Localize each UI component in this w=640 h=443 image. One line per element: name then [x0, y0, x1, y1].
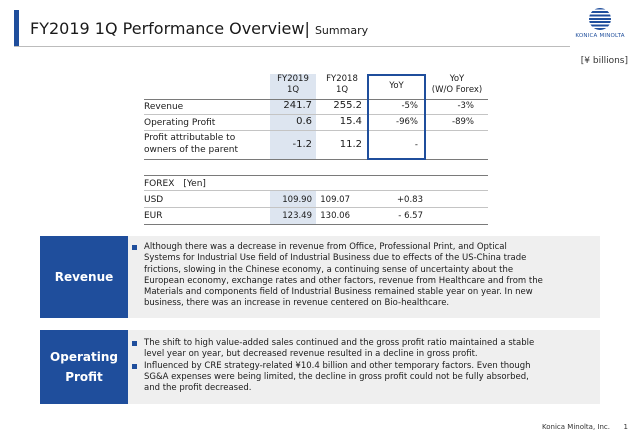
page-number: 1	[623, 423, 628, 431]
table-bottom-rule	[144, 159, 488, 160]
bullet-square-icon	[132, 364, 137, 369]
forex-header: FOREX [Yen]	[144, 179, 206, 189]
forex-usd-diff: +0.83	[396, 195, 423, 205]
col-header-fy2019	[270, 74, 316, 96]
company-logo	[574, 8, 626, 52]
forex-top-rule	[144, 175, 488, 176]
forex-usd-fy2018: 109.07	[320, 195, 350, 205]
operating-profit-panel	[40, 330, 600, 404]
revenue-text-line: European economy, exchange rates and other factors, revenue from Healthcare and from the	[144, 275, 543, 286]
col-header-yoy2-line2: (W/O Forex)	[431, 85, 483, 95]
col-header-yoy-wo-forex	[428, 74, 486, 96]
revenue-text-line: Systems for Industrial Use field of Industrial Business due to effects of the US-China trade	[144, 253, 527, 264]
yoy-highlight-box	[367, 74, 426, 160]
revenue-text-line: business, there was an increase in revenue centered on Bio-healthcare.	[144, 298, 450, 309]
cell-pat-yoy: -	[414, 140, 418, 150]
page-title-main: FY2019 1Q Performance Overview	[30, 19, 305, 38]
col-header-fy2018	[318, 74, 366, 96]
page-subtitle: Summary	[314, 24, 369, 37]
operating-profit-bullet-2	[132, 361, 592, 395]
col-header-fy2019-line1: FY2019	[277, 74, 309, 84]
col-header-yoy2-line1: YoY	[449, 74, 465, 84]
table-row-rule	[144, 130, 488, 131]
row-label-operating-profit: Operating Profit	[144, 118, 216, 128]
forex-bottom-rule	[144, 224, 488, 225]
op-text-line: Influenced by CRE strategy-related ¥10.4 billion and other temporary factors. Even though	[144, 360, 531, 371]
revenue-panel-body	[132, 242, 592, 310]
revenue-panel	[40, 236, 600, 318]
row-label-profit-attributable-line1: Profit attributable to	[144, 133, 236, 143]
cell-op-yoy-wo-forex: -89%	[452, 117, 474, 127]
operating-profit-tag-line1: Operating	[50, 350, 118, 364]
op-text-line: and the profit decreased.	[144, 383, 252, 394]
cell-revenue-fy2018: 255.2	[333, 100, 362, 111]
row-label-profit-attributable-line2: owners of the parent	[144, 145, 239, 155]
op-text-line: SG&A expenses were being limited, the decline in gross profit could not be fully absorbed,	[144, 371, 529, 382]
title-divider	[14, 46, 570, 47]
forex-eur-fy2019: 123.49	[282, 211, 312, 221]
cell-revenue-yoy: -5%	[401, 101, 418, 111]
cell-revenue-yoy-wo-forex: -3%	[457, 101, 474, 111]
revenue-text-line: Materials and components field of Industrial Business remained stable year on year. In new	[144, 287, 533, 298]
cell-op-yoy: -96%	[396, 117, 418, 127]
operating-profit-tag-line2: Profit	[65, 370, 103, 384]
revenue-text-line: frictions, slowing in the Chinese economy, a continuing sense of uncertainty about the	[144, 264, 514, 275]
table-header-rule	[144, 99, 488, 100]
unit-label: [¥ billions]	[580, 56, 628, 66]
forex-eur-diff: - 6.57	[398, 211, 423, 221]
revenue-bullet	[132, 242, 592, 310]
title-bar	[14, 10, 554, 48]
globe-logo-icon	[589, 8, 611, 30]
operating-profit-panel-body	[132, 338, 592, 394]
forex-eur-fy2018: 130.06	[320, 211, 350, 221]
forex-header-rule	[144, 190, 488, 191]
revenue-text-line: Although there was a decrease in revenue from Office, Professional Print, and Optical	[144, 242, 507, 252]
cell-pat-fy2018: 11.2	[339, 139, 362, 150]
operating-profit-bullet-1	[132, 338, 592, 361]
col-header-yoy-line1: YoY	[389, 81, 404, 91]
page-title	[30, 19, 368, 38]
col-header-fy2018-line1: FY2018	[326, 74, 358, 84]
forex-label-usd: USD	[144, 195, 164, 205]
operating-profit-panel-tag	[40, 330, 128, 404]
logo-wordmark: KONICA MINOLTA	[575, 33, 625, 39]
col-header-fy2019-line2: 1Q	[286, 85, 300, 95]
row-label-revenue: Revenue	[144, 102, 184, 112]
cell-pat-fy2019: -1.2	[292, 139, 312, 150]
op-text-line: The shift to high value-added sales continued and the gross profit ratio maintained a stable	[144, 338, 535, 348]
table-row-rule	[144, 114, 488, 115]
cell-revenue-fy2019: 241.7	[283, 100, 312, 111]
bullet-square-icon	[132, 245, 137, 250]
forex-label-eur: EUR	[144, 211, 163, 221]
forex-row-rule	[144, 207, 488, 208]
forex-usd-fy2019: 109.90	[282, 195, 312, 205]
title-separator: |	[304, 19, 310, 38]
cell-op-fy2018: 15.4	[339, 116, 362, 127]
col-header-fy2018-line2: 1Q	[335, 85, 349, 95]
cell-op-fy2019: 0.6	[296, 116, 312, 127]
revenue-panel-tag: Revenue	[40, 236, 128, 318]
footer-company: Konica Minolta, Inc.	[542, 423, 610, 431]
op-text-line: level year on year, but decreased revenue resulted in a decline in gross profit.	[144, 349, 478, 360]
row-label-profit-attributable	[144, 132, 238, 156]
title-accent-bar	[14, 10, 19, 46]
bullet-square-icon	[132, 341, 137, 346]
